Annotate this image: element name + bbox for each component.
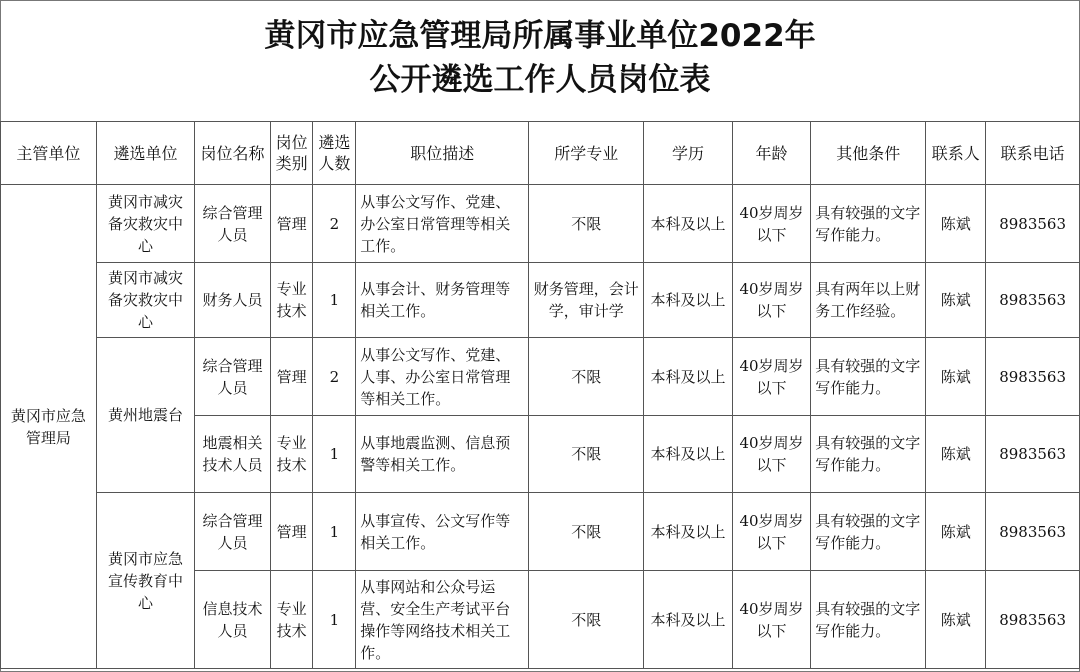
education-cell: 本科及以上 <box>644 493 733 571</box>
contact-cell: 陈斌 <box>926 263 986 338</box>
phone-cell: 8983563 <box>986 263 1080 338</box>
other-cell: 具有较强的文字写作能力。 <box>811 185 926 263</box>
unit-cell: 黄冈市减灾备灾救灾中心 <box>96 263 195 338</box>
education-cell: 本科及以上 <box>644 263 733 338</box>
title-line-2: 公开遴选工作人员岗位表 <box>369 62 711 98</box>
header-phone: 联系电话 <box>986 122 1080 185</box>
age-cell: 40岁周岁以下 <box>732 338 810 416</box>
description-cell: 从事公文写作、党建、办公室日常管理等相关工作。 <box>356 185 529 263</box>
major-cell: 财务管理，会计学，审计学 <box>529 263 644 338</box>
unit-cell: 黄冈市减灾备灾救灾中心 <box>96 185 195 263</box>
post-type-cell: 专业技术 <box>270 263 313 338</box>
title-line-1: 黄冈市应急管理局所属事业单位2022年 <box>264 18 816 54</box>
phone-cell: 8983563 <box>986 338 1080 416</box>
phone-cell: 8983563 <box>986 571 1080 669</box>
header-description: 职位描述 <box>356 122 529 185</box>
phone-cell: 8983563 <box>986 185 1080 263</box>
document-title <box>0 14 1080 102</box>
contact-cell: 陈斌 <box>926 185 986 263</box>
header-age: 年龄 <box>732 122 810 185</box>
major-cell: 不限 <box>529 416 644 493</box>
phone-cell: 8983563 <box>986 493 1080 571</box>
post-type-cell: 管理 <box>270 185 313 263</box>
positions-table <box>0 121 1080 669</box>
count-cell: 1 <box>313 571 356 669</box>
age-cell: 40岁周岁以下 <box>732 493 810 571</box>
table-row <box>1 338 1080 416</box>
post-name-cell: 财务人员 <box>195 263 270 338</box>
unit-cell: 黄州地震台 <box>96 338 195 493</box>
age-cell: 40岁周岁以下 <box>732 263 810 338</box>
major-cell: 不限 <box>529 338 644 416</box>
education-cell: 本科及以上 <box>644 338 733 416</box>
other-cell: 具有较强的文字写作能力。 <box>811 571 926 669</box>
education-cell: 本科及以上 <box>644 185 733 263</box>
count-cell: 2 <box>313 185 356 263</box>
header-post-name: 岗位名称 <box>195 122 270 185</box>
age-cell: 40岁周岁以下 <box>732 571 810 669</box>
header-count: 遴选人数 <box>313 122 356 185</box>
count-cell: 1 <box>313 493 356 571</box>
major-cell: 不限 <box>529 493 644 571</box>
count-cell: 2 <box>313 338 356 416</box>
contact-cell: 陈斌 <box>926 416 986 493</box>
phone-cell: 8983563 <box>986 416 1080 493</box>
post-type-cell: 管理 <box>270 338 313 416</box>
other-cell: 具有较强的文字写作能力。 <box>811 416 926 493</box>
header-unit: 遴选单位 <box>96 122 195 185</box>
header-post-type: 岗位类别 <box>270 122 313 185</box>
major-cell: 不限 <box>529 571 644 669</box>
table-row <box>1 185 1080 263</box>
other-cell: 具有较强的文字写作能力。 <box>811 338 926 416</box>
other-cell: 具有较强的文字写作能力。 <box>811 493 926 571</box>
header-row <box>1 122 1080 185</box>
header-other: 其他条件 <box>811 122 926 185</box>
post-type-cell: 管理 <box>270 493 313 571</box>
table-row <box>1 493 1080 571</box>
description-cell: 从事网站和公众号运营、安全生产考试平台操作等网络技术相关工作。 <box>356 571 529 669</box>
description-cell: 从事宣传、公文写作等相关工作。 <box>356 493 529 571</box>
post-name-cell: 地震相关技术人员 <box>195 416 270 493</box>
post-name-cell: 综合管理人员 <box>195 493 270 571</box>
contact-cell: 陈斌 <box>926 338 986 416</box>
count-cell: 1 <box>313 263 356 338</box>
education-cell: 本科及以上 <box>644 571 733 669</box>
header-education: 学历 <box>644 122 733 185</box>
contact-cell: 陈斌 <box>926 493 986 571</box>
table-row <box>1 263 1080 338</box>
supervisor-cell: 黄冈市应急管理局 <box>1 185 97 669</box>
education-cell: 本科及以上 <box>644 416 733 493</box>
header-contact: 联系人 <box>926 122 986 185</box>
count-cell: 1 <box>313 416 356 493</box>
description-cell: 从事地震监测、信息预警等相关工作。 <box>356 416 529 493</box>
header-supervisor: 主管单位 <box>1 122 97 185</box>
post-name-cell: 综合管理人员 <box>195 185 270 263</box>
other-cell: 具有两年以上财务工作经验。 <box>811 263 926 338</box>
post-type-cell: 专业技术 <box>270 571 313 669</box>
age-cell: 40岁周岁以下 <box>732 185 810 263</box>
description-cell: 从事公文写作、党建、人事、办公室日常管理等相关工作。 <box>356 338 529 416</box>
post-name-cell: 综合管理人员 <box>195 338 270 416</box>
header-major: 所学专业 <box>529 122 644 185</box>
post-name-cell: 信息技术人员 <box>195 571 270 669</box>
major-cell: 不限 <box>529 185 644 263</box>
contact-cell: 陈斌 <box>926 571 986 669</box>
age-cell: 40岁周岁以下 <box>732 416 810 493</box>
description-cell: 从事会计、财务管理等相关工作。 <box>356 263 529 338</box>
post-type-cell: 专业技术 <box>270 416 313 493</box>
unit-cell: 黄冈市应急宣传教育中心 <box>96 493 195 669</box>
